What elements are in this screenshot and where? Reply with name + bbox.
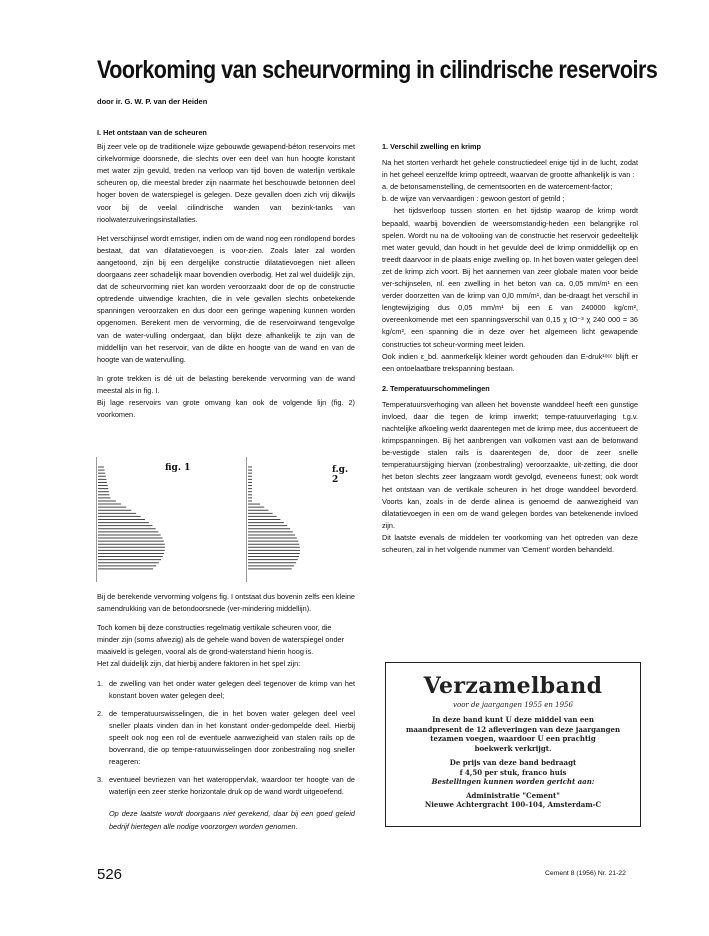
paragraph: Na het storten verhardt het gehele constructiedeel enige tijd in de lucht, zodat in het geheel eenzelfde krimp optreedt, waarvan de grootte afhankelijk is van : [382,158,638,180]
advertisement-box [385,662,641,827]
journal-reference: Cement 8 (1956) Nr. 21-22 [545,870,626,877]
figure-label: f.g. 2 [332,465,349,485]
ad-line: In deze band kunt U deze middel van een [432,715,594,724]
ad-subtitle: voor de jaargangen 1955 en 1956 [453,701,573,709]
list-item: 3. eventueel bevriezen van het wateroppervlak, waardoor ter hoogte van de waterlijn een zeer sterke horizontale druk op de wand wordt uitgeoefend. [97,775,355,797]
page-number: 526 [97,866,123,883]
figure-2 [246,457,355,582]
section-heading: 2. Temperatuurschommelingen [382,383,490,393]
ad-line: maandpresent de 12 afleveringen van deze jaargangen [405,724,621,734]
list-item: b. de wijze van vervaardigen : gewoon gestort of getrild ; [382,194,565,204]
section-heading: 1. Verschil zwelling en krimp [382,142,481,151]
list-item: 1. de zwelling van het onder water gelegen deel tegenover de krimp van het konstant boven water gelegen deel; [97,678,355,700]
figure-2-graphic [247,457,355,582]
paragraph: Bij zeer vele op de traditionele wijze gebouwde gewapend-béton reservoirs met cirkelvormige doorsnede, die slechts over een deel van hun hoogte konstant met water zijn gevuld, treden na verloop van tijd boven de waterlijn vertikale scheuren op, die meestal breder zijn naarmate het beschouwde betonnen deel hoger boven de waterspiegel is gelegen. Deze gevallen doen zich vrij dikwijls voor bij de veelal cilindrische wanden van bezink-tanks van rioolwaterzuiveringsinstallaties. [97,142,355,224]
ad-line: De prijs van deze band bedraagt [449,758,577,767]
paragraph: In grote trekken is dé uit de belasting berekende vervorming van de wand meestal als in fig. I. [97,373,355,395]
left-column [97,127,355,428]
paragraph: Het verschijnsel wordt ernstiger, indien om de wand nog een rondlopend bordes bestaat, dat van dilatatievoegen is voor-zien. Zoals later zal worden aangetoond, zijn bij een dergelijke constructie dilatatievoegen niet alleen doorgaans zeer schadelijk maar bovendien overbodig. Het zal wel duidelijk zijn, dat de scheurvorming niet kan worden veroorzaakt door de op de constructie optredende uitwendige krachten, die in vele gevallen slechts onbetekende spanningen veroorzaken en dus door een geringe wapening kunnen worden opgenomen. Berekent men de vervorming, die de reservoirwand tengevolge van de water-vulling ondergaat, dan blijkt deze afhankelijk te zijn van de middellijn van het reservoir, van de dikte en hoogte van de wand en van de hoogte van de watervulling. [97,233,355,364]
factor-list [97,678,355,799]
right-column [382,141,638,556]
list-item: a. de betonsamenstelling, de cementsoorten en de watercement-factor; [382,182,613,192]
paragraph: Temperatuursverhoging van alleen het bovenste wanddeel heeft een gunstige invloed, daar die tegen de krimp inwerkt; tempe-ratuurverlaging t.g.v. nachtelijke afkoeling werkt daarentegen met de krimp mee, dus accentueert de krimpspanningen. Bij het aanbrengen van volkomen vast aan de betonwand be-vestigde stalen rails is daarentegen de, door de zeer snelle temperatuurstijging hiervan (zonbestraling) veroorzaakte, uit-zetting, die door het beton slechts zeer langzaam wordt gevolgd, eveneens funest; ook wordt het ontstaan van de vertikale scheuren in het droge wanddeel bevorderd. Voorts kan, zoals in de derde alinea is genoemd de aanwezigheid van dilatatievoegen in een om de wand gelegen bordes van betekenende invloed zijn. [382,399,638,530]
ad-line: f 4,50 per stuk, franco huis [459,767,567,777]
ad-title: Verzamelband [423,673,603,699]
figure-label: fig. 1 [165,463,191,473]
paragraph: Bij lage reservoirs van grote omvang kan ook de volgende lijn (fig. 2) voorkomen. [97,397,355,420]
paragraph: Dit laatste evenals de middelen ter voorkoming van het optreden van deze scheuren, zal in het volgende nummer van 'Cement' worden behandeld. [382,532,638,554]
paragraph: Bij de berekende vervorming volgens fig. I ontstaat dus bovenin zelfs een kleine samendrukking van de betondoorsnede (ver-mindering middellijn). [97,592,355,614]
section-heading: I. Het ontstaan van de scheuren [97,128,207,137]
ad-line: Nieuwe Achtergracht 100-104, Amsterdam-C [424,800,602,809]
ad-line: tezamen voegen, waardoor U een prachtig [430,734,596,743]
ad-line: Bestellingen kunnen worden gericht aan: [431,777,595,786]
paragraph: het tijdsverloop tussen storten en het tijdstip waarop de krimp wordt bepaald, waarbij bovendien de weersomstandig-heden een belangrijke rol spelen. Wordt nu na de voltooiing van de constructie het reservoir gedeeltelijk met water gevuld, dan houdt in het gevulde deel de krimp onmiddellijk op en treedt daarvoor in de plaats enige zwelling op. In het boven water gelegen deel zet de krimp zich voort. Bij het aannemen van zeer globale maten voor beide ver-schijnselen, nl. een zwelling in het beton van ca. 0,05 mm/m¹ en een verder doorzetten van de krimp van 0,l0 mm/m¹, dan be-draagt het verschil in lengtewijziging dus 0,05 mm/m¹ bij een £ van 240000 kg/cm², overeenkomende met een spanningsverschil van 0,15 χ IO⁻³ χ 240 000 = 36 kg/cm², een spanning die in deze over het algemeen licht gewapende constructies tot scheur-vorming meet leiden. [382,206,638,349]
paragraph: Ook indien ε_bd. aanmerkelijk kleiner wordt gehouden dan E-druk¹ᵒᶜᶜ blijft er een ontoelaatbare trekspanning bestaan. [382,351,638,373]
italic-note: Op deze laatste wordt doorgaans niet gerekend, daar bij een goed geleid bedrijf hiertegen alle nodige voorzorgen worden genomen. [109,809,355,831]
page-title: Voorkoming van scheurvorming in cilindrische reservoirs [97,56,658,84]
author-line: door ir. G. W. P. van der Heiden [97,97,208,106]
ad-line: Administratie "Cement" [466,790,560,800]
ad-line: boekwerk verkrijgt. [474,743,552,753]
list-item: 2. de temperatuurswisselingen, die in het boven water gelegen deel veel sneller plaats vinden dan in het konstant onder-gedompelde deel. Hierbij speelt ook nog een rol de eventuele aanwezigheid van stalen rails op de bovenrand, die op tempe-ratuurwisselingen door zonbestraling nog sneller reageren: [97,708,355,767]
left-column-lower [97,591,355,840]
figure-1 [96,457,201,582]
paragraph: Toch komen bij deze constructies regelmatig vertikale scheuren voor, die minder zijn (soms afwezig) als de gehele wand boven de waterspiegel onder maaiveld is gelegen, vooral als de grond-waterstand hierin hoog is. Het zal duidelijk zijn, dat hierbij andere faktoren in het spel zijn: [97,623,345,669]
figure-1-graphic [97,457,201,582]
